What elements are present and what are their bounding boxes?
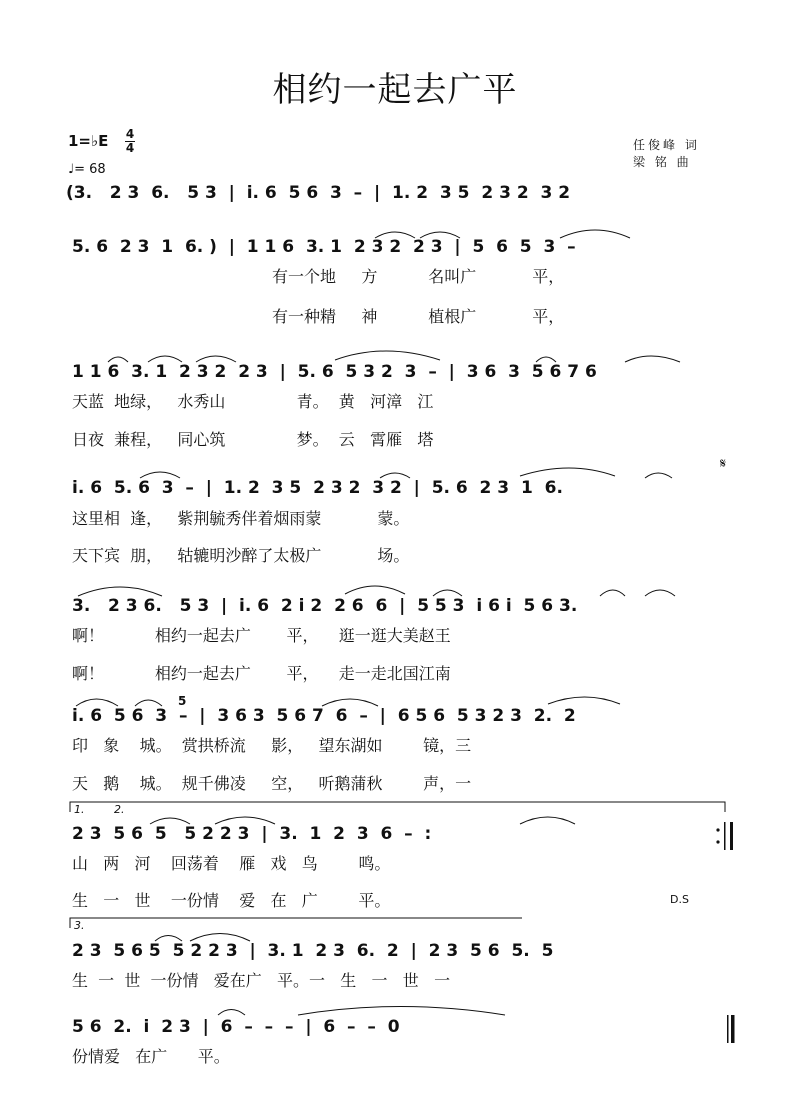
lyrics-row-3-verse-1: 天蓝 地绿， 水秀山 青。 黄 河漳 江 (72, 392, 434, 411)
slur (520, 817, 575, 824)
notes-row-2: 5. 6 2 3 1 6. ) | 1 1 6 3. 1 2 3 2 2 3 | 5 6 5 3 – (72, 237, 576, 257)
tempo-mark: ♩= 68 (68, 162, 106, 177)
slur (520, 468, 615, 476)
notes-row-9: 5 6 2. i 2 3 | 6 – – – | 6 – – 0 (72, 1017, 400, 1037)
key-signature: 1=♭E (68, 132, 109, 150)
slur (298, 1007, 505, 1016)
lyricist-credit: 任俊峰 词 (633, 138, 700, 152)
repeat-dot (716, 828, 719, 831)
slur (645, 590, 675, 596)
slur (433, 590, 462, 596)
composer-credit: 梁 铭 曲 (633, 155, 692, 169)
slur (345, 586, 405, 594)
slur (335, 351, 440, 360)
volta-3-bracket (70, 918, 522, 928)
lyrics-row-7-verse-1: 山 两 河 回荡着 雁 戏 鸟 鸣。 (72, 854, 391, 873)
final-thick-barline (731, 1015, 735, 1043)
notes-row-3: 1 1 6 3. 1 2 3 2 2 3 | 5. 6 5 3 2 3 – | 3 6 3 5 6 7 6 (72, 362, 597, 382)
slur (155, 936, 182, 942)
slur (148, 356, 182, 362)
breath-grace-mark: 5 (178, 694, 187, 708)
repeat-thin-barline (724, 822, 726, 850)
slur (76, 699, 118, 706)
slur (380, 473, 410, 478)
repeat-dot (716, 840, 719, 843)
notes-row-5: 3. 2 3 6. 5 3 | i. 6 2 i 2 2 6 6 | 5 5 3 i 6 i 5 6 3. (72, 596, 578, 616)
notes-row-7: 2 3 5 6 5 5 2 2 3 | 3. 1 2 3 6 – : (72, 824, 432, 844)
slur (625, 356, 680, 362)
slur (190, 934, 250, 942)
slur (140, 472, 180, 478)
lyrics-row-2-verse-1: 有一个地 方 名叫广 平， (272, 267, 565, 286)
slur (536, 357, 556, 362)
slur (548, 697, 620, 704)
lyrics-row-5-verse-1: 啊！ 相约一起去广 平， 逛一逛大美赵王 (72, 626, 451, 645)
volta-1-2-bracket (70, 802, 725, 812)
slur (215, 817, 275, 824)
lyrics-row-4-verse-2: 天下宾 朋， 轱辘明沙醉了太极广 场。 (72, 546, 410, 565)
slur (218, 1010, 245, 1016)
slur (600, 590, 625, 596)
lyrics-row-7-verse-2: 生 一 世 一份情 爱 在 广 平。 (72, 891, 391, 910)
slur (322, 699, 378, 706)
lyrics-row-5-verse-2: 啊！ 相约一起去广 平， 走一走北国江南 (72, 664, 451, 683)
slur (135, 700, 162, 706)
song-title: 相约一起去广平 (272, 70, 518, 110)
lyrics-row-6-verse-2: 天 鹅 城。 规千佛凌 空， 听鹅蒲秋 声，一 (72, 774, 472, 793)
lyrics-row-4-verse-1: 这里相 逢， 紫荆毓秀伴着烟雨蒙 蒙。 (72, 509, 410, 528)
notes-row-8: 2 3 5 6 5 5 2 2 3 | 3. 1 2 3 6. 2 | 2 3 5 6 5. 5 (72, 941, 554, 961)
lyrics-row-8: 生 一 世 一份情 爱在广 平。一 生 一 世 一 (72, 971, 451, 990)
volta-3-label: 3. (74, 919, 85, 932)
segno-sign: 𝄋 (720, 456, 727, 472)
slur (108, 357, 128, 362)
slur (560, 230, 630, 238)
final-thin-barline (727, 1015, 729, 1043)
lyrics-row-2-verse-2: 有一种精 神 植根广 平， (272, 307, 565, 326)
slur (645, 473, 672, 478)
lyrics-row-9: 份情爱 在广 平。 (72, 1047, 230, 1066)
time-signature-bottom: 4 (125, 141, 135, 155)
volta-1-label: 1. (74, 803, 85, 816)
slur (150, 818, 190, 824)
slur (420, 232, 460, 238)
volta-2-label: 2. (114, 803, 125, 816)
time-signature-top: 4 (125, 127, 135, 141)
dal-segno-mark: D.S (670, 893, 689, 906)
slur (196, 356, 236, 362)
slur (375, 232, 415, 238)
lyrics-row-6-verse-1: 印 象 城。 赏拱桥流 影， 望东湖如 镜，三 (72, 736, 472, 755)
slur (78, 587, 162, 596)
notes-row-1: (3. 2 3 6. 5 3 | i. 6 5 6 3 – | 1. 2 3 5 2 3 2 3 2 (66, 183, 571, 203)
notes-row-6: i. 6 5 6 3 – | 3 6 3 5 6 7 6 – | 6 5 6 5 3 2 3 2. 2 (72, 706, 576, 726)
lyrics-row-3-verse-2: 日夜 兼程， 同心筑 梦。 云 霄雁 塔 (72, 430, 434, 449)
notes-row-4: i. 6 5. 6 3 – | 1. 2 3 5 2 3 2 3 2 | 5. 6 2 3 1 6. (72, 478, 563, 498)
repeat-end-barline (730, 822, 733, 850)
